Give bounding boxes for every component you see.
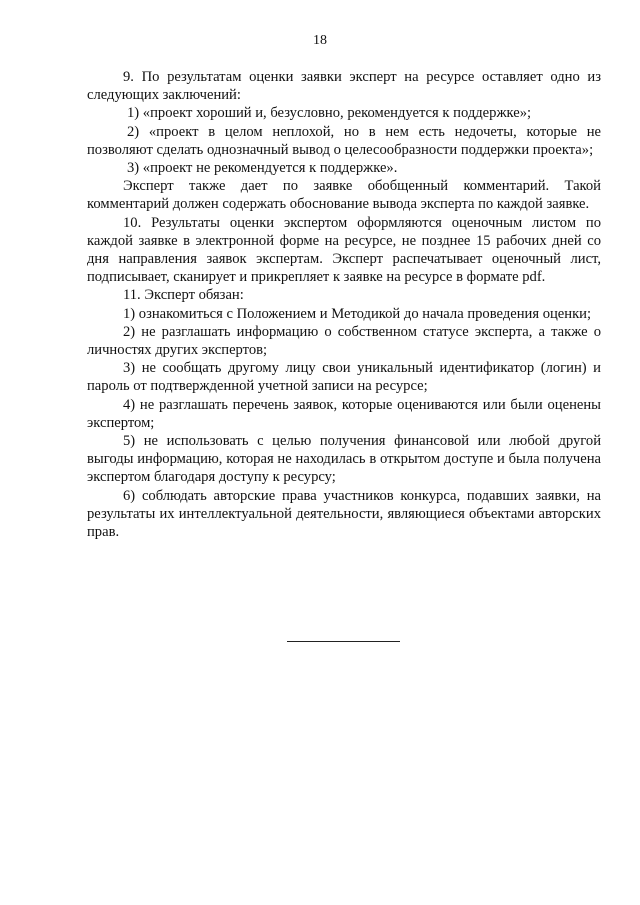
end-separator-line (287, 641, 400, 642)
document-body (87, 68, 601, 541)
page-number: 18 (313, 33, 327, 48)
paragraph-conclusion-2: 2) «проект в целом неплохой, но в нем есть недочеты, которые не позволяют сделать однозначный вывод о целесообразности поддержки проекта»; (87, 123, 601, 158)
paragraph-expert-comment: Эксперт также дает по заявке обобщенный комментарий. Такой комментарий должен содержать обоснование вывода эксперта по каждой заявке. (87, 178, 601, 213)
paragraph-duty-3: 3) не сообщать другому лицу свои уникальный идентификатор (логин) и пароль от подтвержденной учетной записи на ресурсе; (87, 360, 601, 395)
paragraph-conclusion-3: 3) «проект не рекомендуется к поддержке». (127, 160, 398, 177)
paragraph-item-10: 10. Результаты оценки экспертом оформляются оценочным листом по каждой заявке в электронной форме на ресурсе, не позднее 15 рабочих дней со дня направления заявок экспертам. Эксперт распечатывает оценочный лист, подписывает, сканирует и прикрепляет к заявке на ресурсе в формате pdf. (87, 214, 601, 286)
paragraph-conclusion-1: 1) «проект хороший и, безусловно, рекомендуется к поддержке»; (127, 105, 532, 122)
paragraph-item-11: 11. Эксперт обязан: (123, 287, 244, 304)
paragraph-duty-4: 4) не разглашать перечень заявок, которые оцениваются или были оценены экспертом; (87, 396, 601, 431)
paragraph-duty-5: 5) не использовать с целью получения финансовой или любой другой выгоды информацию, которая не находилась в открытом доступе и была получена экспертом благодаря доступу к ресурсу; (87, 433, 601, 486)
paragraph-duty-2: 2) не разглашать информацию о собственном статусе эксперта, а также о личностях других экспертов; (87, 323, 601, 359)
paragraph-item-9: 9. По результатам оценки заявки эксперт на ресурсе оставляет одно из следующих заключений: (87, 69, 601, 104)
paragraph-duty-6: 6) соблюдать авторские права участников конкурса, подавших заявки, на результаты их интеллектуальной деятельности, являющиеся объектами авторских прав. (87, 487, 601, 541)
paragraph-duty-1: 1) ознакомиться с Положением и Методикой до начала проведения оценки; (123, 305, 592, 322)
